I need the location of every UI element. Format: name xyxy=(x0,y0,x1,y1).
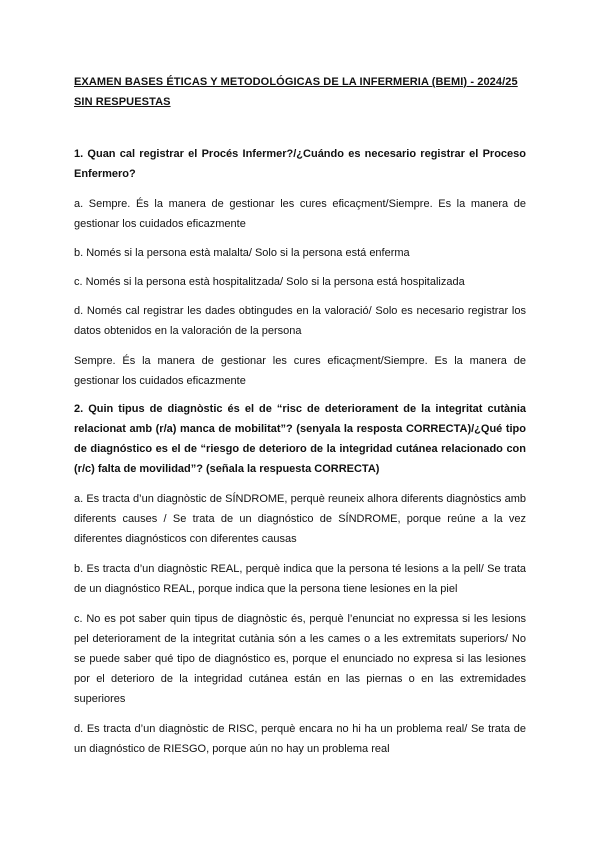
question-2-option-c: c. No es pot saber quin tipus de diagnòstic és, perquè l’enunciat no expressa si les lesions pel deteriorament de la integritat cutània són a les cames o a les extremitats superiors/ No se puede saber qué tipo de diagnóstico es, porque el enunciado no expresa si las lesiones por el deterioro de la integridad cutánea están en las piernas o en las extremidades superiores xyxy=(74,613,526,705)
question-1-option-a: a. Sempre. És la manera de gestionar les cures eficaçment/Siempre. Es la manera de gestionar los cuidados eficazmente xyxy=(74,198,526,230)
question-2: 2. Quin tipus de diagnòstic és el de “risc de deteriorament de la integritat cutània relacionat amb (r/a) manca de mobilitat”? (senyala la resposta CORRECTA)/¿Qué tipo de diagnóstico es el de “riesgo de deterioro de la integridad cutánea relacionado con (r/c) falta de movilidad”? (señala la respuesta CORRECTA) xyxy=(74,403,526,475)
question-1-option-d: d. Només cal registrar les dades obtingudes en la valoració/ Solo es necesario registrar los datos obtenidos en la valoración de la persona xyxy=(74,305,526,337)
question-1-option-b: b. Només si la persona està malalta/ Solo si la persona está enferma xyxy=(74,247,410,259)
question-2-option-b: b. Es tracta d’un diagnòstic REAL, perquè indica que la persona té lesions a la pell/ Se trata de un diagnóstico REAL, porque indica que la persona tiene lesiones en la piel xyxy=(74,563,526,595)
document-title: EXAMEN BASES ÉTICAS Y METODOLÓGICAS DE LA INFERMERIA (BEMI) - 2024/25 SIN RESPUESTAS xyxy=(74,76,518,108)
question-2-option-a: a. Es tracta d’un diagnòstic de SÍNDROME, perquè reuneix alhora diferents diagnòstics amb diferents causes / Se trata de un diagnóstico de SÍNDROME, porque reúne a la vez diferentes diagnósticos con diferentes causas xyxy=(74,493,526,545)
question-1-answer: Sempre. És la manera de gestionar les cures eficaçment/Siempre. Es la manera de gestionar los cuidados eficazmente xyxy=(74,355,526,387)
question-1-option-c: c. Només si la persona està hospitalitzada/ Solo si la persona está hospitalizada xyxy=(74,276,465,288)
question-2-option-d: d. Es tracta d’un diagnòstic de RISC, perquè encara no hi ha un problema real/ Se trata de un diagnóstico de RIESGO, porque aún no hay un problema real xyxy=(74,723,526,755)
question-1: 1. Quan cal registrar el Procés Infermer?/¿Cuándo es necesario registrar el Proceso Enfermero? xyxy=(74,148,526,180)
